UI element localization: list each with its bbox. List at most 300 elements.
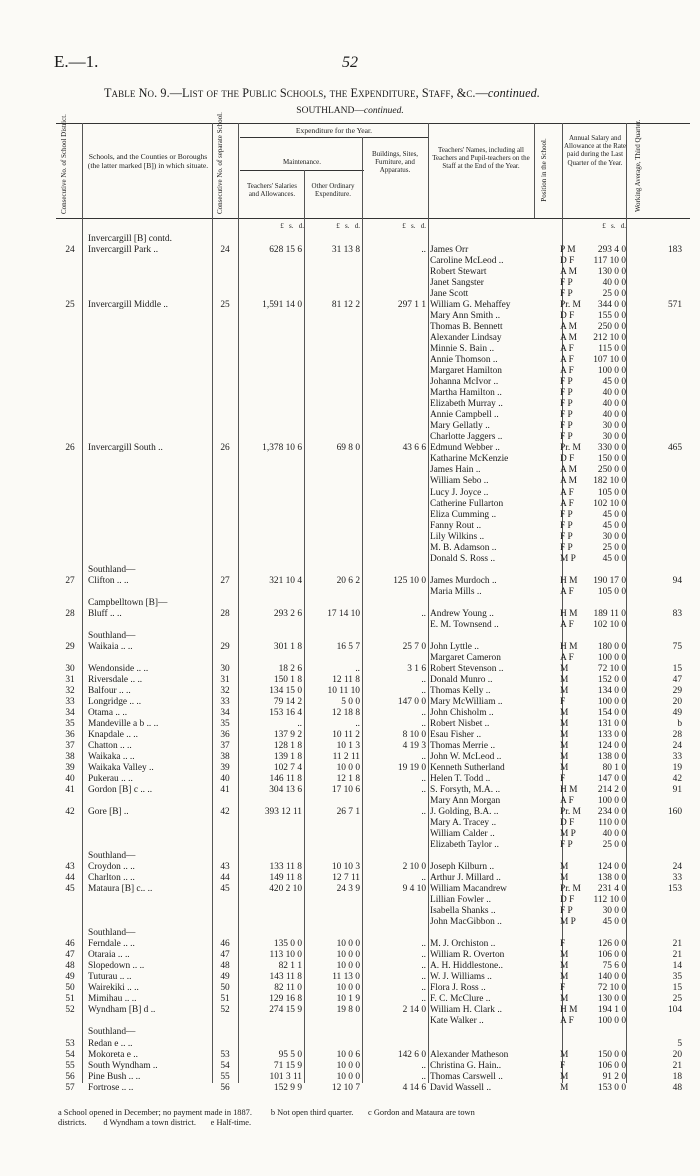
district-number: 29 <box>65 641 75 652</box>
district-number: 57 <box>65 1082 75 1093</box>
school-number: 33 <box>220 696 230 707</box>
position-cell: M <box>560 972 569 983</box>
annual-salary-cell: 155 0 0 <box>597 311 626 322</box>
buildings-cell: 2 14 0 <box>402 1005 426 1016</box>
district-number: 42 <box>65 807 75 817</box>
position-cell: D F <box>560 895 575 906</box>
footnote-d: d Wyndham a town district. <box>103 1118 196 1127</box>
annual-salary-cell: 100 0 0 <box>597 796 626 806</box>
annual-salary-cell: 40 0 0 <box>602 829 626 840</box>
school-name: Mataura [B] c.. .. <box>88 884 153 895</box>
buildings-cell: .. <box>421 950 426 961</box>
annual-salary-cell: 214 2 0 <box>597 785 626 795</box>
school-name: Ferndale .. .. <box>88 939 135 950</box>
other-expenditure-cell: 10 10 3 <box>331 862 360 873</box>
position-cell: Pr. M <box>560 443 581 454</box>
header-annual: Annual Salary and Allowance at the Rate paid during the Last Quarter of the Year. <box>564 134 627 167</box>
annual-salary-cell: 126 0 0 <box>597 939 626 950</box>
school-name: Chatton .. .. <box>88 740 132 751</box>
position-cell: F <box>560 939 566 950</box>
teacher-name: William Macandrew <box>430 884 507 895</box>
district-number: 26 <box>65 443 75 454</box>
buildings-cell: .. <box>421 983 426 994</box>
position-cell: F P <box>560 410 573 421</box>
other-expenditure-cell: 16 5 7 <box>336 641 360 652</box>
annual-salary-cell: 45 0 0 <box>602 917 626 928</box>
position-cell: D F <box>560 256 575 266</box>
position-cell: F P <box>560 520 573 531</box>
other-expenditure-cell: 17 10 6 <box>331 785 360 795</box>
other-expenditure-cell: 26 7 1 <box>336 807 360 817</box>
school-number: 27 <box>220 575 230 586</box>
district-number: 28 <box>65 608 75 619</box>
school-name: Riversdale .. .. <box>88 674 143 685</box>
school-name: Mandeville a b .. .. <box>88 718 159 729</box>
district-number: 47 <box>65 950 75 961</box>
annual-salary-cell: 138 0 0 <box>597 873 626 884</box>
buildings-cell: 19 19 0 <box>397 763 426 773</box>
working-average-cell: 94 <box>672 575 682 586</box>
annual-salary-cell: 130 0 0 <box>597 267 626 278</box>
salaries-cell: 1,591 14 0 <box>262 300 302 311</box>
annual-salary-cell: 100 0 0 <box>597 696 626 707</box>
salaries-cell: 628 15 6 <box>269 245 302 255</box>
other-expenditure-cell: 11 2 11 <box>332 751 360 762</box>
table-row <box>0 1082 700 1094</box>
school-number: 24 <box>220 245 230 255</box>
annual-salary-cell: 147 0 0 <box>597 774 626 784</box>
header-working: Working Average, Third Quarter. <box>634 119 642 212</box>
buildings-cell: 4 14 6 <box>402 1082 426 1093</box>
header-salaries: Teachers' Salaries and Allowances. <box>247 182 297 199</box>
buildings-cell: 3 1 6 <box>407 663 426 674</box>
buildings-cell: .. <box>421 718 426 729</box>
working-average-cell: 18 <box>672 1071 682 1082</box>
teacher-name: Robert Nisbet .. <box>430 718 490 729</box>
header-top-rule <box>56 123 690 124</box>
annual-salary-cell: 100 0 0 <box>597 652 626 663</box>
school-number: 52 <box>220 1005 230 1016</box>
salaries-cell: 135 0 0 <box>273 939 302 950</box>
position-cell: Pr. M <box>560 807 581 817</box>
teacher-name: Donald Munro .. <box>430 674 493 685</box>
position-cell: F P <box>560 840 573 851</box>
district-number: 54 <box>65 1049 75 1060</box>
position-cell: M <box>560 685 569 696</box>
buildings-cell: .. <box>421 972 426 983</box>
teacher-name: Thomas B. Bennett <box>430 322 503 333</box>
district-number: 38 <box>65 751 75 762</box>
footnotes <box>58 1108 690 1128</box>
position-cell: Pr. M <box>560 884 581 895</box>
other-expenditure-cell: 10 0 0 <box>336 763 360 773</box>
school-name: Gordon [B] c .. .. <box>88 785 153 795</box>
salaries-cell: 146 11 8 <box>269 774 302 784</box>
salaries-cell: .. <box>297 718 302 729</box>
salaries-cell: 304 13 6 <box>269 785 302 795</box>
salaries-cell: 321 10 4 <box>269 575 302 586</box>
teacher-name: Christina G. Hain.. <box>430 1060 502 1071</box>
position-cell: F P <box>560 531 573 542</box>
buildings-cell: 297 1 1 <box>397 300 426 311</box>
annual-salary-cell: 234 0 0 <box>597 807 626 817</box>
teacher-name: Mary Gellatly .. <box>430 421 490 432</box>
subtitle-suffix: continued. <box>363 106 404 116</box>
position-cell: H M <box>560 1005 578 1016</box>
title-main: List of the Public Schools, the Expenditure, Staff, &c.— <box>182 86 488 100</box>
working-average-cell: 5 <box>677 1038 682 1049</box>
buildings-cell: 43 6 6 <box>402 443 426 454</box>
teacher-name: Mary McWilliam .. <box>430 696 503 707</box>
working-average-cell: 160 <box>667 807 682 817</box>
district-number: 36 <box>65 729 75 740</box>
annual-salary-cell: 75 6 0 <box>602 961 626 972</box>
school-name: Invercargill [B] contd. <box>88 234 172 244</box>
buildings-cell: 142 6 0 <box>397 1049 426 1060</box>
district-number: 55 <box>65 1060 75 1071</box>
teacher-name: David Wassell .. <box>430 1082 492 1093</box>
units-buildings: £ s. d. <box>402 222 426 230</box>
annual-salary-cell: 344 0 0 <box>597 300 626 311</box>
other-expenditure-cell: 12 7 11 <box>332 873 360 884</box>
salaries-cell: 133 11 8 <box>269 862 302 873</box>
teacher-name: Lillian Fowler .. <box>430 895 491 906</box>
position-cell: F P <box>560 289 573 300</box>
teacher-name: Arthur J. Millard .. <box>430 873 501 884</box>
annual-salary-cell: 190 17 0 <box>593 575 626 586</box>
position-cell: A F <box>560 487 574 498</box>
salaries-cell: 79 14 2 <box>273 696 302 707</box>
buildings-cell: .. <box>421 785 426 795</box>
header-position: Position in the School. <box>540 138 548 202</box>
other-expenditure-cell: 17 14 10 <box>327 608 360 619</box>
salaries-cell: 150 1 8 <box>273 674 302 685</box>
district-number: 56 <box>65 1071 75 1082</box>
title-suffix: continued. <box>487 86 540 100</box>
teacher-name: Joseph Kilburn .. <box>430 862 495 873</box>
teacher-name: Isabella Shanks .. <box>430 906 496 917</box>
annual-salary-cell: 231 4 0 <box>597 884 626 895</box>
units-annual: £ s. d. <box>602 222 626 230</box>
teacher-name: James Orr <box>430 245 469 255</box>
school-number: 26 <box>220 443 230 454</box>
district-number: 40 <box>65 774 75 784</box>
school-name: Wairekiki .. .. <box>88 983 139 994</box>
school-name: Knapdale .. .. <box>88 729 138 740</box>
maintenance-rule <box>240 170 364 171</box>
position-cell: A F <box>560 1016 574 1027</box>
teacher-name: Margaret Hamilton <box>430 366 502 377</box>
buildings-cell: 8 10 0 <box>402 729 426 740</box>
salaries-cell: 293 2 6 <box>273 608 302 619</box>
other-expenditure-cell: 12 18 8 <box>331 707 360 718</box>
table-title <box>104 86 540 101</box>
salaries-cell: 71 15 9 <box>273 1060 302 1071</box>
annual-salary-cell: 105 0 0 <box>597 586 626 597</box>
col-divider <box>534 123 535 218</box>
position-cell: F P <box>560 906 573 917</box>
annual-salary-cell: 250 0 0 <box>597 465 626 476</box>
title-prefix: Table No. 9.— <box>104 86 183 100</box>
district-number: 41 <box>65 785 75 795</box>
annual-salary-cell: 30 0 0 <box>602 906 626 917</box>
position-cell: M P <box>560 553 576 564</box>
district-number: 43 <box>65 862 75 873</box>
annual-salary-cell: 134 0 0 <box>597 685 626 696</box>
position-cell: A F <box>560 498 574 509</box>
salaries-cell: 274 15 9 <box>269 1005 302 1016</box>
annual-salary-cell: 45 0 0 <box>602 553 626 564</box>
annual-salary-cell: 45 0 0 <box>602 509 626 520</box>
teacher-name: Alexander Matheson <box>430 1049 509 1060</box>
district-number: 31 <box>65 674 75 685</box>
teacher-name: William Calder .. <box>430 829 495 840</box>
school-name: South Wyndham .. <box>88 1060 158 1071</box>
district-number: 27 <box>65 575 75 586</box>
annual-salary-cell: 40 0 0 <box>602 278 626 289</box>
position-cell: A M <box>560 465 577 476</box>
other-expenditure-cell: 10 11 2 <box>332 729 360 740</box>
teacher-name: James Hain .. <box>430 465 481 476</box>
annual-salary-cell: 180 0 0 <box>597 641 626 652</box>
position-cell: M <box>560 961 569 972</box>
position-cell: P M <box>560 245 576 255</box>
working-average-cell: 49 <box>672 707 682 718</box>
other-expenditure-cell: 81 12 2 <box>331 300 360 311</box>
other-expenditure-cell: 31 13 8 <box>331 245 360 255</box>
teacher-name: Elizabeth Taylor .. <box>430 840 499 851</box>
teacher-name: Martha Hamilton .. <box>430 388 502 399</box>
school-name: Tuturau .. .. <box>88 972 132 983</box>
buildings-cell: .. <box>421 807 426 817</box>
school-number: 46 <box>220 939 230 950</box>
other-expenditure-cell: 12 11 8 <box>332 674 360 685</box>
teacher-name: M. J. Orchiston .. <box>430 939 496 950</box>
school-name: Otama .. .. <box>88 707 128 718</box>
units-salaries: £ s. d. <box>280 222 304 230</box>
school-number: 41 <box>220 785 230 795</box>
school-name: Southland— <box>88 564 136 575</box>
annual-salary-cell: 40 0 0 <box>602 410 626 421</box>
teacher-name: Lily Wilkins .. <box>430 531 485 542</box>
annual-salary-cell: 30 0 0 <box>602 421 626 432</box>
position-cell: M <box>560 674 569 685</box>
teacher-name: Donald S. Ross .. <box>430 553 496 564</box>
footnote-c: c Gordon and Mataura are town <box>368 1108 475 1117</box>
annual-salary-cell: 153 0 0 <box>597 1082 626 1093</box>
buildings-cell: .. <box>421 774 426 784</box>
position-cell: M <box>560 950 569 961</box>
position-cell: M <box>560 873 569 884</box>
school-name: Mokoreta e .. <box>88 1049 138 1060</box>
teacher-name: Kate Walker .. <box>430 1016 484 1027</box>
teacher-name: A. H. Hiddlestone.. <box>430 961 503 972</box>
school-number: 48 <box>220 961 230 972</box>
annual-salary-cell: 40 0 0 <box>602 399 626 410</box>
annual-salary-cell: 293 4 0 <box>597 245 626 255</box>
header-sep-no: Consecutive No. of separate School. <box>216 112 224 214</box>
teacher-name: Annie Campbell .. <box>430 410 499 421</box>
position-cell: F P <box>560 509 573 520</box>
school-name: Longridge .. .. <box>88 696 142 707</box>
teacher-name: F. C. McClure .. <box>430 994 491 1005</box>
position-cell: A M <box>560 333 577 344</box>
other-expenditure-cell: 19 8 0 <box>336 1005 360 1016</box>
school-name: Fortrose .. .. <box>88 1082 134 1093</box>
position-cell: A F <box>560 586 574 597</box>
annual-salary-cell: 30 0 0 <box>602 531 626 542</box>
buildings-cell: .. <box>421 961 426 972</box>
salaries-cell: 82 11 0 <box>274 983 302 994</box>
working-average-cell: 33 <box>672 751 682 762</box>
position-cell: D F <box>560 311 575 322</box>
salaries-cell: 95 5 0 <box>278 1049 302 1060</box>
annual-salary-cell: 25 0 0 <box>602 542 626 553</box>
buildings-cell: 9 4 10 <box>402 884 426 895</box>
other-expenditure-cell: 10 0 0 <box>336 939 360 950</box>
buildings-cell: 147 0 0 <box>397 696 426 707</box>
school-number: 42 <box>220 807 230 817</box>
buildings-cell: .. <box>421 685 426 696</box>
other-expenditure-cell: 10 0 6 <box>336 1049 360 1060</box>
district-number: 48 <box>65 961 75 972</box>
school-number: 25 <box>220 300 230 311</box>
working-average-cell: 183 <box>667 245 682 255</box>
teacher-name: Thomas Kelly .. <box>430 685 491 696</box>
buildings-cell: 125 10 0 <box>393 575 426 586</box>
annual-salary-cell: 130 0 0 <box>597 994 626 1005</box>
annual-salary-cell: 100 0 0 <box>597 1016 626 1027</box>
working-average-cell: 35 <box>672 972 682 983</box>
teacher-name: J. Golding, B.A. .. <box>430 807 499 817</box>
school-number: 51 <box>220 994 230 1005</box>
teacher-name: William H. Clark .. <box>430 1005 503 1016</box>
teacher-name: John Lyttle .. <box>430 641 479 652</box>
school-name: Invercargill Middle .. <box>88 300 169 311</box>
teacher-name: M. B. Adamson .. <box>430 542 497 553</box>
teacher-name: Lucy J. Joyce .. <box>430 487 489 498</box>
teacher-name: Johanna McIvor .. <box>430 377 499 388</box>
other-expenditure-cell: 10 0 0 <box>336 1060 360 1071</box>
teacher-name: Charlotte Jaggers .. <box>430 432 503 443</box>
position-cell: A M <box>560 476 577 487</box>
teacher-name: Minnie S. Bain .. <box>430 344 495 355</box>
position-cell: D F <box>560 454 575 465</box>
district-number: 44 <box>65 873 75 884</box>
school-number: 50 <box>220 983 230 994</box>
working-average-cell: 28 <box>672 729 682 740</box>
annual-salary-cell: 30 0 0 <box>602 432 626 443</box>
position-cell: F P <box>560 432 573 443</box>
position-cell: M <box>560 740 569 751</box>
teacher-name: Janet Sangster <box>430 278 484 289</box>
annual-salary-cell: 140 0 0 <box>597 972 626 983</box>
school-number: 28 <box>220 608 230 619</box>
salaries-cell: 128 1 8 <box>273 740 302 751</box>
buildings-cell: .. <box>421 751 426 762</box>
working-average-cell: 571 <box>667 300 682 311</box>
working-average-cell: 20 <box>672 1049 682 1060</box>
teacher-name: Robert Stewart <box>430 267 487 278</box>
salaries-cell: 301 1 8 <box>273 641 302 652</box>
school-number: 43 <box>220 862 230 873</box>
district-number: 50 <box>65 983 75 994</box>
header-maintenance: Maintenance. <box>283 158 321 166</box>
annual-salary-cell: 40 0 0 <box>602 388 626 399</box>
position-cell: A M <box>560 322 577 333</box>
working-average-cell: 25 <box>672 994 682 1005</box>
working-average-cell: 104 <box>667 1005 682 1016</box>
working-average-cell: 42 <box>672 774 682 784</box>
district-number: 45 <box>65 884 75 895</box>
position-cell: M <box>560 1049 569 1060</box>
school-name: Wendonside .. .. <box>88 663 149 674</box>
position-cell: F P <box>560 278 573 289</box>
school-number: 32 <box>220 685 230 696</box>
working-average-cell: 15 <box>672 983 682 994</box>
school-name: Waikaka .. .. <box>88 751 135 762</box>
position-cell: M <box>560 707 569 718</box>
teacher-name: John Chisholm .. <box>430 707 494 718</box>
school-number: 34 <box>220 707 230 718</box>
school-name: Southland— <box>88 630 136 641</box>
district-number: 52 <box>65 1005 75 1016</box>
table-subtitle <box>0 106 700 116</box>
school-number: 31 <box>220 674 230 685</box>
teacher-name: Caroline McLeod .. <box>430 256 504 266</box>
other-expenditure-cell: 10 1 9 <box>336 994 360 1005</box>
buildings-cell: .. <box>421 608 426 619</box>
annual-salary-cell: 250 0 0 <box>597 322 626 333</box>
school-number: 49 <box>220 972 230 983</box>
other-expenditure-cell: .. <box>355 718 360 729</box>
other-expenditure-cell: 12 1 8 <box>336 774 360 784</box>
salaries-cell: 1,378 10 6 <box>262 443 302 454</box>
salaries-cell: 420 2 10 <box>269 884 302 895</box>
school-name: Waikaia .. .. <box>88 641 133 652</box>
annual-salary-cell: 25 0 0 <box>602 840 626 851</box>
buildings-cell: .. <box>421 939 426 950</box>
buildings-cell: .. <box>421 674 426 685</box>
position-cell: M P <box>560 917 576 928</box>
annual-salary-cell: 150 0 0 <box>597 1049 626 1060</box>
district-number: 39 <box>65 763 75 773</box>
position-cell: A M <box>560 267 577 278</box>
buildings-cell: .. <box>421 1060 426 1071</box>
working-average-cell: b <box>677 718 682 729</box>
school-name: Southland— <box>88 928 136 939</box>
annual-salary-cell: 45 0 0 <box>602 377 626 388</box>
header-teachers: Teachers' Names, including all Teachers and Pupil-teachers on the Staff at the End of the Year. <box>432 146 530 171</box>
salaries-cell: 102 7 4 <box>273 763 302 773</box>
district-number: 34 <box>65 707 75 718</box>
school-number: 44 <box>220 873 230 884</box>
annual-salary-cell: 72 10 0 <box>597 983 626 994</box>
teacher-name: John MacGibbon .. <box>430 917 502 928</box>
annual-salary-cell: 189 11 0 <box>593 608 626 619</box>
school-name: Gore [B] .. <box>88 807 129 817</box>
salaries-cell: 152 9 9 <box>273 1082 302 1093</box>
district-number: 51 <box>65 994 75 1005</box>
teacher-name: Fanny Rout .. <box>430 520 482 531</box>
other-expenditure-cell: 69 8 0 <box>336 443 360 454</box>
school-name: Redan e .. .. <box>88 1038 133 1049</box>
other-expenditure-cell: .. <box>355 663 360 674</box>
other-expenditure-cell: 11 13 0 <box>332 972 360 983</box>
school-number: 54 <box>220 1060 230 1071</box>
teacher-name: Flora J. Ross .. <box>430 983 486 994</box>
teacher-name: William Sebo .. <box>430 476 489 487</box>
